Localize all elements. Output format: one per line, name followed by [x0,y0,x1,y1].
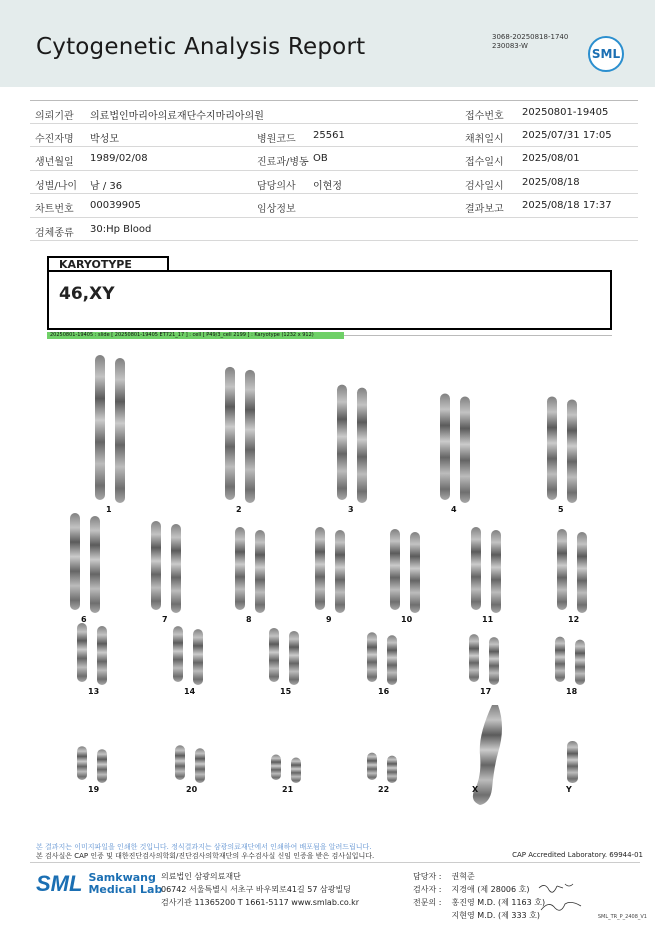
info-row [30,218,638,242]
info-label: 접수일시 [465,157,504,168]
info-label: 담당의사 [257,180,296,192]
logo-text [88,872,162,896]
chromosome [555,637,565,682]
chromosome [337,385,347,500]
chromosome-number: 20 [186,785,198,794]
info-value: 25561 [313,129,345,141]
info-value: 이현정 [313,180,342,192]
manager-name: 권혁준 [451,872,475,881]
chromosome-number: 19 [88,785,100,794]
chromosome [387,756,397,783]
info-value: 박성모 [90,133,119,145]
chromosome [225,367,235,500]
cap-accreditation: CAP Accredited Laboratory. 69944-01 [512,851,643,859]
chromosome [77,746,87,780]
karyotype-result-box [47,270,612,330]
notice-accreditation: 본 검사실은 CAP 인증 및 대한진단검사의학회/진단검사의학재단의 우수검사실 신임 인증을 받은 검사실입니다. [36,852,375,860]
patient-info-table [30,100,638,241]
chromosome-number: 14 [184,687,196,696]
info-label: 검사일시 [465,180,504,192]
info-row [30,194,638,218]
chromosome [491,530,501,613]
info-label: 채취일시 [465,133,504,145]
info-row [30,147,638,171]
info-value: 2025/08/18 [522,176,580,188]
chromosome [245,370,255,503]
info-row [30,171,638,195]
info-value: 2025/07/31 17:05 [522,129,612,141]
info-label: 검체종류 [35,227,74,239]
chromosome [289,631,299,685]
notice-image-file: 본 결과지는 이미지파일을 인쇄한 것입니다. 정식결과지는 삼광의료재단에서 인쇄하여 배포됨을 알려드립니다. [36,843,372,851]
chromosome-number: 22 [378,785,390,794]
chromosome-number: 16 [378,687,390,696]
chromosome-number: 15 [280,687,292,696]
logo-line-2: Medical Lab [88,883,163,896]
logo-line-1: Samkwang [88,871,156,884]
chromosome [97,626,107,685]
chromosome [175,745,185,780]
chromosome [357,388,367,503]
chromosome [195,748,205,783]
chromosome-number: 3 [348,505,354,514]
karyotype-label: KARYOTYPE [47,256,169,271]
chromosome-number: 5 [558,505,564,514]
org-contact: 검사기관 11365200 T 1661-5117 www.smlab.co.kr [161,898,360,907]
info-label: 수진자명 [35,133,74,145]
staff-info [413,870,545,922]
chromosome-number: 21 [282,785,294,794]
chromosome [271,754,281,780]
report-code-1: 3068-20250818-1740 [492,33,569,41]
chromosome [410,532,420,613]
info-label: 임상정보 [257,204,296,215]
info-label: 성별/나이 [35,180,78,192]
info-value: 2025/08/18 17:37 [522,200,612,211]
chromosome [269,628,279,682]
chromosome [70,513,80,610]
chromosome [97,749,107,783]
divider [30,862,640,863]
chromosome [390,529,400,610]
info-value: 00039905 [90,200,141,211]
expert-label: 전문의 : [413,898,442,907]
chromosome-number: 11 [482,615,494,624]
chromosome [469,634,479,682]
chromosome [460,396,470,503]
chromosome [235,527,245,610]
report-header [0,0,655,87]
chromosome [193,629,203,685]
chromosome [315,527,325,610]
chromosome-number: X [472,785,479,794]
divider [344,335,612,336]
info-row [30,124,638,148]
chromosome-number: 12 [568,615,580,624]
report-title: Cytogenetic Analysis Report [36,34,366,60]
sml-logo: SML [588,36,624,72]
chromosome [95,355,105,500]
chromosome [547,396,557,500]
chromosome-number: 18 [566,687,578,696]
chromosome [367,753,377,780]
chromosome [471,527,481,610]
logo-mark: SML [36,871,83,896]
info-label: 결과보고 [465,204,504,215]
form-code: SML_TR_P_2408_V1 [597,914,647,920]
expert-2: 지현영 M.D. (제 333 호) [451,911,541,920]
report-code-2: 230083-W [492,42,528,50]
chromosome [173,626,183,682]
info-value: 남 / 36 [90,180,123,192]
org-address: 06742 서울특별시 서초구 바우뫼로41길 57 삼광빌딩 [161,885,351,894]
chromosome-number: 9 [326,615,332,624]
slide-info-bar: 20250801-19405 : slide [ 20250801-19405 ET721_17 ] : cell [ P49/3_cell 2199 ] : Karyotype (1232 x 912) [47,332,344,339]
chromosome-number: 4 [451,505,457,514]
info-value: 20250801-19405 [522,107,609,118]
info-value: 1989/02/08 [90,153,148,164]
chromosome [77,623,87,682]
chromosome-number: 17 [480,687,492,696]
chromosome [255,530,265,613]
chromosome-number: 7 [162,615,168,624]
chromosome-number: 8 [246,615,252,624]
chromosome [577,532,587,613]
org-name: 의료법인 삼광의료재단 [161,872,241,881]
chromosome [115,358,125,503]
chromosome-number: 1 [106,505,112,514]
chromosome-number: 6 [81,615,87,624]
chromosome-number: 13 [88,687,100,696]
chromosome [291,757,301,783]
chromosome [567,399,577,503]
chromosome [575,640,585,685]
chromosome-number: Y [566,785,572,794]
chromosome [387,635,397,685]
info-label: 차트번호 [35,204,74,215]
chromosome [90,516,100,613]
info-label: 생년월일 [35,157,74,168]
info-value: OB [313,153,328,164]
report-codes [492,33,568,51]
info-label: 접수번호 [465,111,504,122]
karyotype-result: 46,XY [59,284,115,304]
info-value: 2025/08/01 [522,153,580,164]
info-label: 진료과/병동 [257,157,309,168]
chromosome [171,524,181,613]
footer-notice [36,843,374,861]
tester-label: 검사자 : [413,885,442,894]
info-row [30,100,638,124]
organization-info [161,870,359,909]
chromosome-number: 2 [236,505,242,514]
chromosome [335,530,345,613]
chromosome-number: 10 [401,615,413,624]
chromosome [557,529,567,610]
expert-1: 홍진영 M.D. (제 1163 호) [451,898,546,907]
tester-name: 지경애 (제 28006 호) [451,885,530,894]
manager-label: 담당자 : [413,872,442,881]
chromosome [440,393,450,500]
info-value: 30:Hp Blood [90,223,152,235]
karyogram-image [40,345,620,805]
chromosome [567,741,578,783]
signature-icon [535,880,585,916]
chromosome [367,632,377,682]
samkwang-logo [36,871,162,897]
info-label: 병원코드 [257,133,296,145]
info-value: 의료법인마리아의료재단수지마리아의원 [90,111,264,122]
chromosome [489,637,499,685]
chromosome [151,521,161,610]
info-label: 의뢰기관 [35,111,74,122]
